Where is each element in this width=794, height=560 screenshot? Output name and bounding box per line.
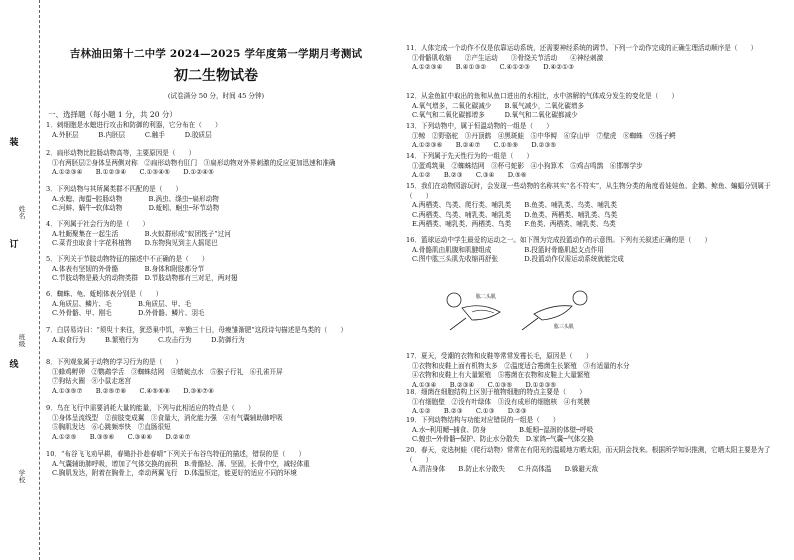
question-item — [46, 290, 396, 319]
question-option: ①蛋鸡筑巢 ②蜘蛛结网 ③杯弓蛇影 ④小狗算术 ⑤鸡吉鸣鹊 ⑥邯郸学步 — [412, 161, 643, 170]
question-option: C.图中肱三头肌先收缩再舒张 D.投篮动作仅需运动系统就能完成 — [412, 255, 624, 264]
question-option: ①衣物和皮鞋上面有机物太多 ②温度适合霉菌生长繁殖 ③有适量的水分 — [412, 361, 630, 370]
school-label: 学校 — [18, 469, 26, 484]
question-option: E.两栖类、哺乳类、两栖类、鸟类 F.鱼类、两栖类、哺乳类、鸟类 — [412, 220, 616, 229]
question-option: ⑦狗钻火圈 ⑧小鼠走迷宫 — [52, 377, 132, 386]
question-item — [46, 149, 396, 178]
question-option: C.胸肌发达，附着在胸骨上，牵动两翼飞行 D.体温恒定，能更好的适应不同的环境 — [52, 469, 297, 478]
question-option: A.氧气增多，二氧化碳减少 B.氧气减少，二氧化碳增多 — [412, 101, 585, 110]
question-option: C.两栖类、鸟类、哺乳类、哺乳类 D.鱼类、两栖类、哺乳类、鸟类 — [412, 210, 618, 219]
question-option: A.清洁身体 B.防止水分散失 C.升高体温 D.躲避天敌 — [412, 465, 599, 474]
question-item — [406, 122, 790, 151]
question-stem: 6．蜘蛛、龟、蚯蚓体表分别是（ ） — [46, 290, 163, 298]
question-option: A.水螅、海蜇─腔肠动物 B.涡虫、绦虫─扁形动物 — [52, 194, 219, 203]
question-stem: 13．下列动物中，属于恒温动物的一组是（ ） — [406, 122, 553, 130]
basketball-arm-figure — [442, 290, 592, 334]
question-stem: 10．“布谷飞飞劝早耕，春锄扑扑趁春晴”下列关于布谷鸟特征的描述，错误的是（ ） — [46, 450, 306, 458]
question-item — [46, 404, 396, 442]
question-item — [406, 92, 790, 121]
question-stem: 19．下列动物结构与功能对应错误的一组是（ ） — [406, 416, 560, 424]
question-item — [46, 450, 396, 479]
question-stem: 4．下列属于社会行为的是（ ） — [46, 220, 150, 228]
question-option: ①身体呈流线型 ②前肢变成翼 ③食量大，消化能力强 ④有气囊辅助肺呼吸 — [52, 413, 283, 422]
question-option: C.外骨骼、甲、刚毛 D.外骨骼、鳞片、羽毛 — [52, 309, 205, 318]
question-option: A.①②③④ B.①②③④ C.①③④⑤ D.①②④⑤ — [52, 168, 214, 177]
question-option: A.①② B.②③ C.①③ D.②③ — [412, 407, 527, 416]
question-option: A.体表有坚韧的外骨骼 B.身体和附肢都分节 — [52, 264, 205, 273]
question-option: ①有两胚层②身体呈两侧对称 ②扁形动物有肛门 ③扁形动物对外界刺激的反应更加迅速和准确 — [52, 158, 336, 167]
question-option: A.①② B.②③ C.③④ D.⑤⑥ — [412, 171, 527, 180]
question-stem: 5．下列关于节肢动物特征的描述中不正确的是（ ） — [46, 255, 209, 263]
question-item — [406, 182, 790, 230]
question-stem: 1．刺细胞是水螅进行攻击和防御的利器，它分布在（ ） — [46, 121, 222, 129]
question-stem: 11．人体完成一个动作不仅是依靠运动系统，还需要神经系统的调节。下列一个动作完成的正确生理活动顺序是（ ） — [406, 44, 758, 52]
question-option: A.①②⑤ B.③⑤⑥ C.③④⑥ D.②④⑦ — [52, 432, 191, 441]
exam-info: (试卷满分 50 分，时间 45 分钟) — [167, 92, 265, 100]
question-item — [46, 326, 396, 345]
binding-char-2: 订 — [9, 240, 19, 250]
question-option: ①骨骼肌收缩 ②产生运动 ③骨绕关节活动 ④神经刺激 — [412, 53, 604, 62]
question-option: ①鲸 ②野骆驼 ③丹顶鹤 ④黑斑蛙 ⑤中华鲟 ⑥穿山甲 ⑦壁虎 ⑧蜘蛛 ⑨扬子鳄 — [412, 131, 676, 140]
question-option: A.①③⑤⑦ B.②⑤⑦⑧ C.④⑤⑥⑧ D.③⑥⑦⑧ — [52, 386, 214, 395]
question-option: A.外胚层 B.内胚层 C.触手 D.胶质层 — [52, 130, 212, 139]
question-option: A.①②③④ B.④①③② C.④①②③ D.④②①③ — [412, 63, 574, 72]
binding-char-3: 线 — [9, 360, 19, 370]
question-option: ①有细胞壁 ②没有叶绿体 ③没有成形的细胞核 ④有荚膜 — [412, 397, 591, 406]
question-item — [406, 352, 790, 390]
question-item — [406, 388, 790, 417]
question-option: ④衣物和皮鞋上有大量繁殖 ⑤霉菌在衣物和皮鞋上大量繁殖 — [412, 371, 591, 380]
question-option: C.氧气和二氧化碳都增多 D.氧气和二氧化碳都减少 — [412, 111, 578, 120]
question-item — [406, 236, 790, 265]
question-option: C.节肢动物是最大的动物类群 D.节肢动物都有三对足，两对翅 — [52, 274, 238, 283]
question-option: A.牡蛎聚集在一起生活 B.火蚁群形成“蚁团筏子”过河 — [52, 229, 231, 238]
question-stem: 16．篮球运动中学生最爱的运动之一。如下图为完成投篮动作的示意图。下列有关叙述正确的是（ ） — [406, 236, 712, 244]
question-option: A.两栖类、鸟类、爬行类、哺乳类 B.鱼类、哺乳类、鸟类、哺乳类 — [412, 201, 618, 210]
question-item — [406, 44, 790, 73]
question-option: A.①③④ B.②③④ C.①③⑤ D.①②③⑤ — [412, 380, 557, 389]
question-item — [46, 220, 396, 249]
question-item — [406, 416, 790, 445]
question-stem: 14．下列属于先天性行为的一组是（ ） — [406, 152, 534, 160]
question-option: A.①②③⑥ B.②④⑦ C.①⑤⑨ D.②③⑤ — [412, 141, 557, 150]
school-title: 吉林油田第十二中学 2024—2025 学年度第一学期月考测试 — [69, 48, 363, 60]
question-item — [406, 446, 790, 475]
question-option: C.菜青虫取食十字花科植物 D.东物狗见到主人摇尾巴 — [52, 239, 218, 248]
question-stem: 18．细菌在细胞结构上区别于植物细胞的特点主要是（ ） — [406, 388, 586, 396]
question-option: ①蜂鸡孵卵 ②鹦鹉学舌 ③蜘蛛结网 ④蜻蜓点水 ⑤猴子行礼 ⑥孔雀开屏 — [52, 367, 283, 376]
question-option: A.水─利用鳃─捕食、防身 B.蚯蚓─湿润的体壁─呼吸 — [412, 425, 594, 434]
triceps-label: 肱三头肌 — [554, 324, 575, 330]
question-option: A.角质层、鳞片、毛 B.角质层、甲、毛 — [52, 299, 192, 308]
question-option: ⑤胸肌发达 ⑥心跳频率快 ⑦直肠很短 — [52, 423, 171, 432]
subject-title: 初二生物试卷 — [174, 68, 258, 84]
question-stem: 15．我们在动物园游玩时，会发现一些动物的名称其实“名不符实”，从生物分类的角度看娃娃鱼、企鹅、鲸鱼、蝙蝠分别属于（ ） — [406, 182, 771, 200]
question-stem: 12．从金鱼缸中取出的鱼和从鱼口进出的水相比，水中溶解的气体成分发生的变化是（ ） — [406, 92, 679, 100]
question-item — [46, 255, 396, 284]
question-option: A.气囊辅助肺呼吸，增加了气体交换的面积 B.骨骼轻、薄、坚固，长骨中空，减轻体重 — [52, 459, 310, 468]
question-item — [46, 185, 396, 214]
question-item — [406, 152, 790, 181]
question-stem: 8．下列观象属于动物的学习行为的是（ ） — [46, 358, 183, 366]
question-item — [46, 358, 396, 396]
question-option: C.蝗虫─外骨骼─保护、防止水分散失 D.家鸽─气囊─气体交换 — [412, 435, 594, 444]
question-option: C.河蚌、蜗牛─软体动物 D.蚯蚓、蛔虫─环节动物 — [52, 204, 220, 213]
question-stem: 20．春天，竞选树蛙（爬行动物）常常在有阳光的温暖地方晒太阳，而天阴会找来。根据所学知识推测，它晒太阳主要是为了（ ） — [406, 446, 771, 464]
question-stem: 9．鸟在飞行中需要消耗大量的能量，下列与此相适应的特点是（ ） — [46, 404, 255, 412]
class-label: 班级 — [18, 333, 26, 348]
section-title: 一、选择题（每小题 1 分，共 20 分） — [48, 110, 177, 119]
binding-margin — [0, 0, 40, 560]
question-stem: 2．扁形动物比腔肠动物高等，主要原因是（ ） — [46, 149, 196, 157]
question-stem: 7．白居易诗曰：“须臾十来往，犹恐巢中饥，辛勤三十日，母瘦雏渐肥”这段诗句描述是鸟类的（ ） — [46, 326, 348, 334]
question-option: A.骨骼肌由肌腹和肌腱组成 B.投篮时骨骼肌起支点作用 — [412, 245, 604, 254]
question-option: A.取食行为 B.繁殖行为 C.攻击行为 D.防御行为 — [52, 335, 245, 344]
binding-char-1: 装 — [9, 138, 19, 148]
biceps-label: 肱二头肌 — [476, 294, 497, 300]
question-stem: 17．夏天，受潮的衣物和皮鞋等常常发霉长毛，原因是（ ） — [406, 352, 593, 360]
name-label: 姓名 — [18, 205, 26, 220]
question-stem: 3．下列动物与其所属类群不匹配的是（ ） — [46, 185, 183, 193]
question-item — [46, 121, 396, 140]
